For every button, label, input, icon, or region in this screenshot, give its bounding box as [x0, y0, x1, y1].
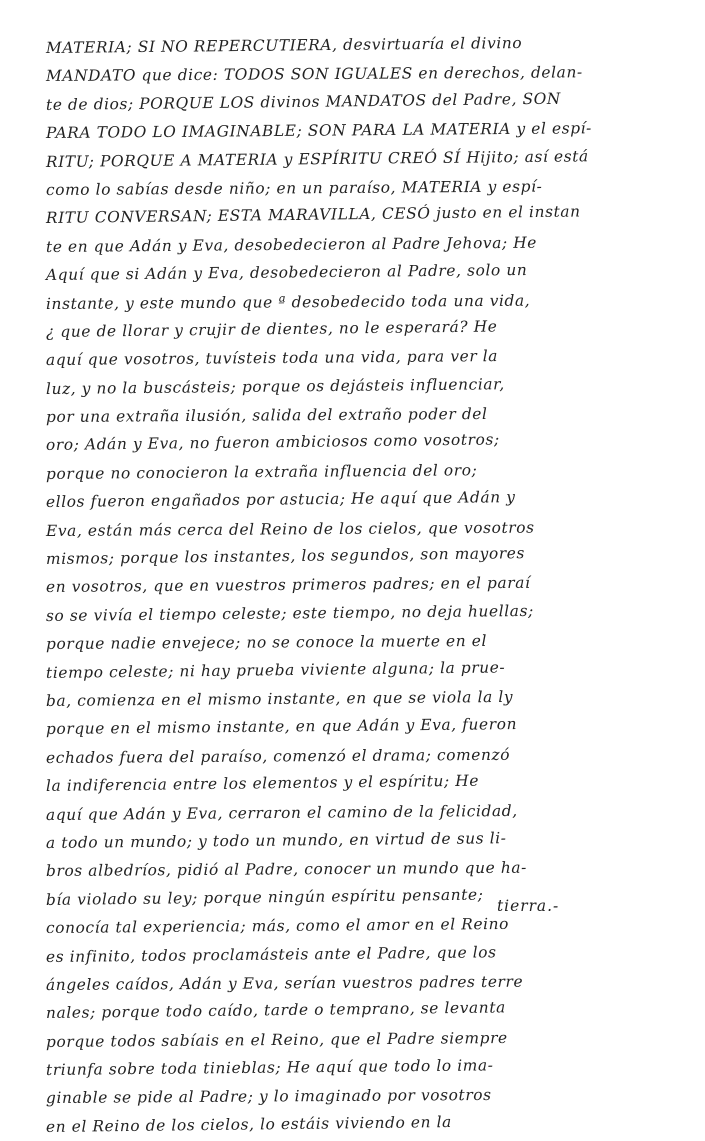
closing-word: tierra.-: [497, 897, 560, 915]
manuscript-line: so se vivía el tiempo celeste; este tiempo, no deja huellas;: [45, 601, 534, 625]
manuscript-line: triunfa sobre toda tinieblas; He aquí que todo lo ima-: [45, 1056, 494, 1080]
manuscript-line: en el Reino de los cielos, lo estáis viviendo en la: [45, 1112, 452, 1136]
manuscript-line: a todo un mundo; y todo un mundo, en virtud de sus li-: [45, 829, 507, 852]
manuscript-line: bros albedríos, pidió al Padre, conocer un mundo que ha-: [45, 858, 527, 881]
manuscript-line: tiempo celeste; ni hay prueba viviente alguna; la prue-: [45, 657, 506, 682]
manuscript-line: bía violado su ley; porque ningún espíritu pensante;: [45, 885, 484, 909]
manuscript-line: porque todos sabíais en el Reino, que el Padre siempre: [45, 1028, 508, 1051]
manuscript-line: por una extraña ilusión, salida del extraño poder del: [45, 404, 488, 427]
manuscript-line: la indiferencia entre los elementos y el espíritu; He: [45, 771, 480, 796]
manuscript-line: porque en el mismo instante, en que Adán y Eva, fueron: [45, 715, 518, 739]
manuscript-line: RITU; PORQUE A MATERIA y ESPÍRITU CREÓ SÍ Hijito; así está: [45, 146, 589, 171]
manuscript-line: luz, y no la buscásteis; porque os dejásteis influenciar,: [45, 374, 505, 398]
manuscript-line: ba, comienza en el mismo instante, en que se viola la ly: [45, 687, 514, 710]
manuscript-line: Aquí que si Adán y Eva, desobedecieron al Padre, solo un: [45, 261, 528, 285]
manuscript-line: MANDATO que dice: TODOS SON IGUALES en derechos, delan-: [45, 63, 583, 86]
manuscript-line: es infinito, todos proclamásteis ante el Padre, que los: [45, 942, 497, 966]
manuscript-line: oro; Adán y Eva, no fueron ambiciosos como vosotros;: [45, 430, 500, 455]
manuscript-line: instante, y este mundo que ª desobedecido toda una vida,: [45, 291, 531, 313]
manuscript-line: RITU CONVERSAN; ESTA MARAVILLA, CESÓ justo en el instan: [45, 202, 581, 228]
manuscript-line: Eva, están más cerca del Reino de los cielos, que vosotros: [45, 518, 535, 540]
manuscript-line: ángeles caídos, Adán y Eva, serían vuestros padres terre: [45, 972, 524, 994]
manuscript-line: porque no conocieron la extraña influencia del oro;: [45, 461, 478, 483]
manuscript-line: MATERIA; SI NO REPERCUTIERA, desvirtuaría el divino: [45, 34, 523, 57]
manuscript-line: echados fuera del paraíso, comenzó el drama; comenzó: [45, 745, 511, 767]
manuscript-line: como lo sabías desde niño; en un paraíso, MATERIA y espí-: [45, 177, 543, 199]
manuscript-line: ginable se pide al Padre; y lo imaginado por vosotros: [45, 1086, 492, 1108]
handwritten-text-block: [46, 34, 686, 1141]
manuscript-line: nales; porque todo caído, tarde o temprano, se levanta: [45, 998, 506, 1023]
manuscript-line: ¿ que de llorar y crujir de dientes, no le esperará? He: [45, 317, 498, 341]
manuscript-line: mismos; porque los instantes, los segundos, son mayores: [45, 544, 526, 569]
manuscript-line: conocía tal experiencia; más, como el amor en el Reino: [45, 915, 510, 938]
manuscript-line: aquí que vosotros, tuvísteis toda una vida, para ver la: [45, 347, 499, 370]
manuscript-line: porque nadie envejece; no se conoce la muerte en el: [45, 632, 488, 654]
manuscript-line: ellos fueron engañados por astucia; He aquí que Adán y: [45, 488, 516, 512]
manuscript-line: aquí que Adán y Eva, cerraron el camino de la felicidad,: [45, 801, 518, 824]
manuscript-line: te en que Adán y Eva, desobedecieron al Padre Jehova; He: [45, 233, 538, 256]
manuscript-line: te de dios; PORQUE LOS divinos MANDATOS del Padre, SON: [45, 89, 562, 114]
manuscript-line: PARA TODO LO IMAGINABLE; SON PARA LA MATERIA y el espí-: [45, 119, 593, 143]
manuscript-line: en vosotros, que en vuestros primeros padres; en el paraí: [45, 574, 531, 597]
